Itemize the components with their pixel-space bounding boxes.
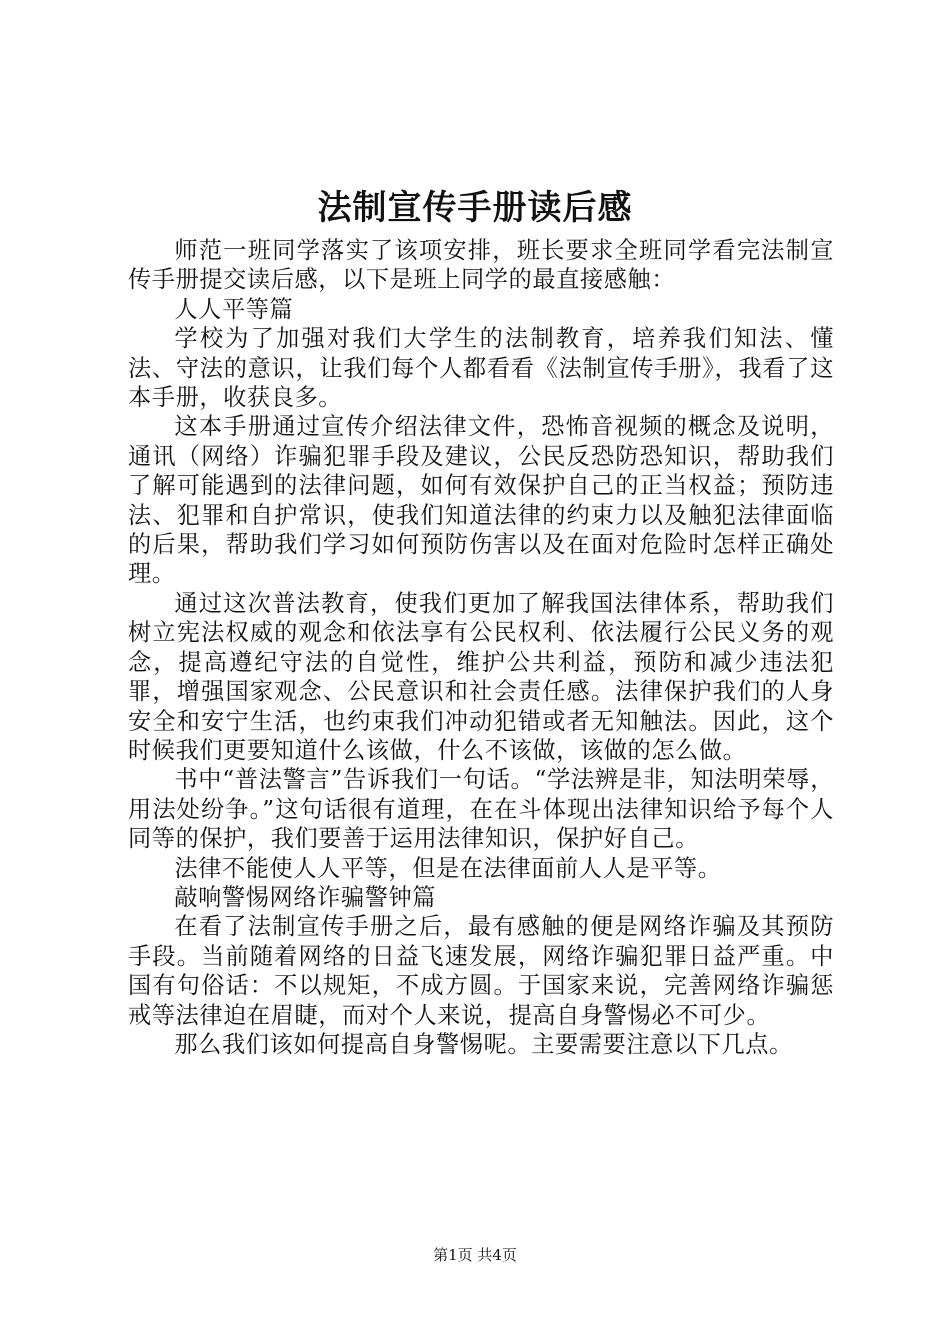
paragraph: 学校为了加强对我们大学生的法制教育，培养我们知法、懂法、守法的意识，让我们每个人都看看《法制宣传手册》，我看了这本手册，收获良多。 bbox=[128, 325, 834, 412]
paragraph-intro: 师范一班同学落实了该项安排，班长要求全班同学看完法制宣传手册提交读后感，以下是班上同学的最直接感触： bbox=[128, 237, 834, 294]
page-footer: 第1页 共4页 bbox=[433, 1246, 517, 1264]
paragraph: 法律不能使人人平等，但是在法律面前人人是平等。 bbox=[174, 854, 722, 882]
paragraph: 书中“普法警言”告诉我们一句话。“学法辨是非，知法明荣辱，用法处纷争。”这句话很有道理，在在斗体现出法律知识给予每个人同等的保护，我们要善于运用法律知识，保护好自己。 bbox=[128, 766, 834, 853]
section-heading-equality: 人人平等篇 bbox=[174, 295, 294, 323]
paragraph: 这本手册通过宣传介绍法律文件，恐怖音视频的概念及说明，通讯（网络）诈骗犯罪手段及建议，公民反恐防恐知识，帮助我们了解可能遇到的法律问题，如何有效保护自己的正当权益；预防违法、犯罪和自护常识，使我们知道法律的约束力以及触犯法律面临的后果，帮助我们学习如何预防伤害以及在面对危险时怎样正确处理。 bbox=[128, 413, 834, 588]
document-title: 法制宣传手册读后感 bbox=[317, 188, 633, 228]
section-heading-fraud: 敲响警惕网络诈骗警钟篇 bbox=[174, 883, 437, 911]
document-body bbox=[128, 236, 834, 1059]
paragraph: 那么我们该如何提高自身警惕呢。主要需要注意以下几点。 bbox=[174, 1030, 793, 1058]
paragraph: 通过这次普法教育，使我们更加了解我国法律体系，帮助我们树立宪法权威的观念和依法享有公民权利、依法履行公民义务的观念，提高遵纪守法的自觉性，维护公共利益，预防和减少违法犯罪，增强国家观念、公民意识和社会责任感。法律保护我们的人身安全和安宁生活，也约束我们冲动犯错或者无知触法。因此，这个时候我们更要知道什么该做，什么不该做，该做的怎么做。 bbox=[128, 589, 834, 764]
paragraph: 在看了法制宣传手册之后，最有感触的便是网络诈骗及其预防手段。当前随着网络的日益飞速发展，网络诈骗犯罪日益严重。中国有句俗话：不以规矩，不成方圆。于国家来说，完善网络诈骗惩戒等法律迫在眉睫，而对个人来说，提高自身警惕必不可少。 bbox=[128, 913, 834, 1029]
